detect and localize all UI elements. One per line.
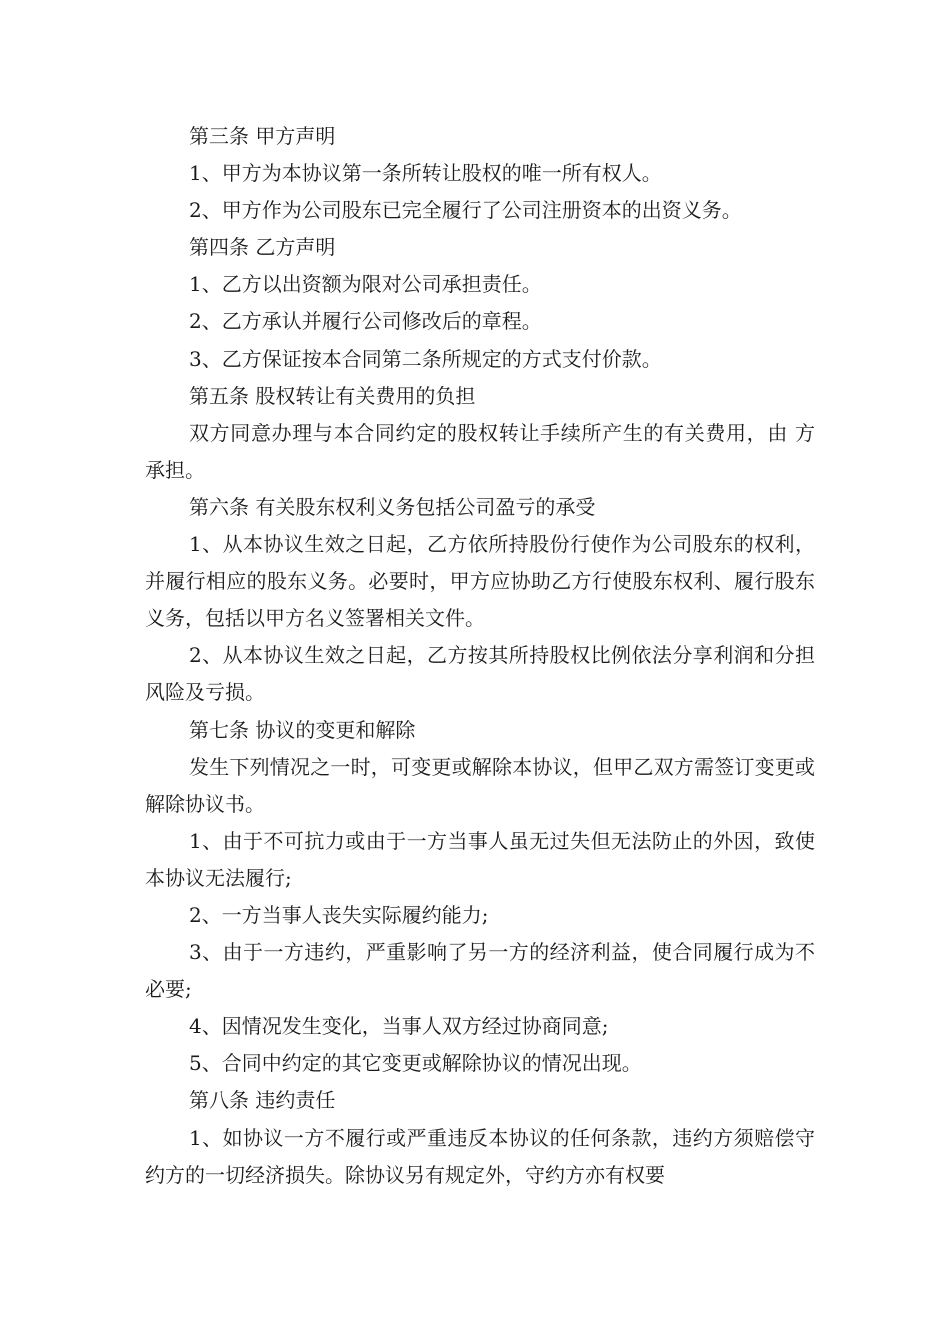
article-4-item-1: 1、乙方以出资额为限对公司承担责任。	[189, 272, 542, 297]
article-5-body: 双方同意办理与本合同约定的股权转让手续所产生的有关费用，由 方承担。	[145, 420, 815, 482]
article-7-item-3: 3、由于一方违约，严重影响了另一方的经济利益，使合同履行成为不必要;	[145, 940, 815, 1002]
article-6-item-2: 2、从本协议生效之日起，乙方按其所持股权比例依法分享利润和分担风险及亏损。	[145, 643, 815, 705]
document-body	[145, 118, 815, 1194]
article-3-item-1: 1、甲方为本协议第一条所转让股权的唯一所有权人。	[189, 161, 662, 186]
article-7-item-5: 5、合同中约定的其它变更或解除协议的情况出现。	[189, 1051, 642, 1076]
article-4-item-2: 2、乙方承认并履行公司修改后的章程。	[189, 309, 542, 334]
article-4-item-3: 3、乙方保证按本合同第二条所规定的方式支付价款。	[189, 346, 662, 371]
article-6-heading: 第六条 有关股东权利义务包括公司盈亏的承受	[189, 494, 596, 519]
article-7-heading: 第七条 协议的变更和解除	[189, 717, 416, 742]
article-7-item-4: 4、因情况发生变化，当事人双方经过协商同意;	[189, 1014, 609, 1039]
article-5-heading: 第五条 股权转让有关费用的负担	[189, 383, 476, 408]
article-3-heading: 第三条 甲方声明	[189, 124, 336, 148]
article-6-item-1: 1、从本协议生效之日起，乙方依所持股份行使作为公司股东的权利，并履行相应的股东义务。必要时，甲方应协助乙方行使股东权利、履行股东义务，包括以甲方名义签署相关文件。	[145, 532, 815, 631]
article-8-item-1: 1、如协议一方不履行或严重违反本协议的任何条款，违约方须赔偿守约方的一切经济损失。除协议另有规定外，守约方亦有权要	[145, 1125, 815, 1187]
article-7-intro: 发生下列情况之一时，可变更或解除本协议，但甲乙双方需签订变更或解除协议书。	[145, 754, 815, 816]
article-4-heading: 第四条 乙方声明	[189, 235, 336, 260]
article-3-item-2: 2、甲方作为公司股东已完全履行了公司注册资本的出资义务。	[189, 198, 742, 223]
article-8-heading: 第八条 违约责任	[189, 1088, 336, 1113]
article-7-item-2: 2、一方当事人丧失实际履约能力;	[189, 902, 489, 927]
article-7-item-1: 1、由于不可抗力或由于一方当事人虽无过失但无法防止的外因，致使本协议无法履行;	[145, 828, 815, 890]
